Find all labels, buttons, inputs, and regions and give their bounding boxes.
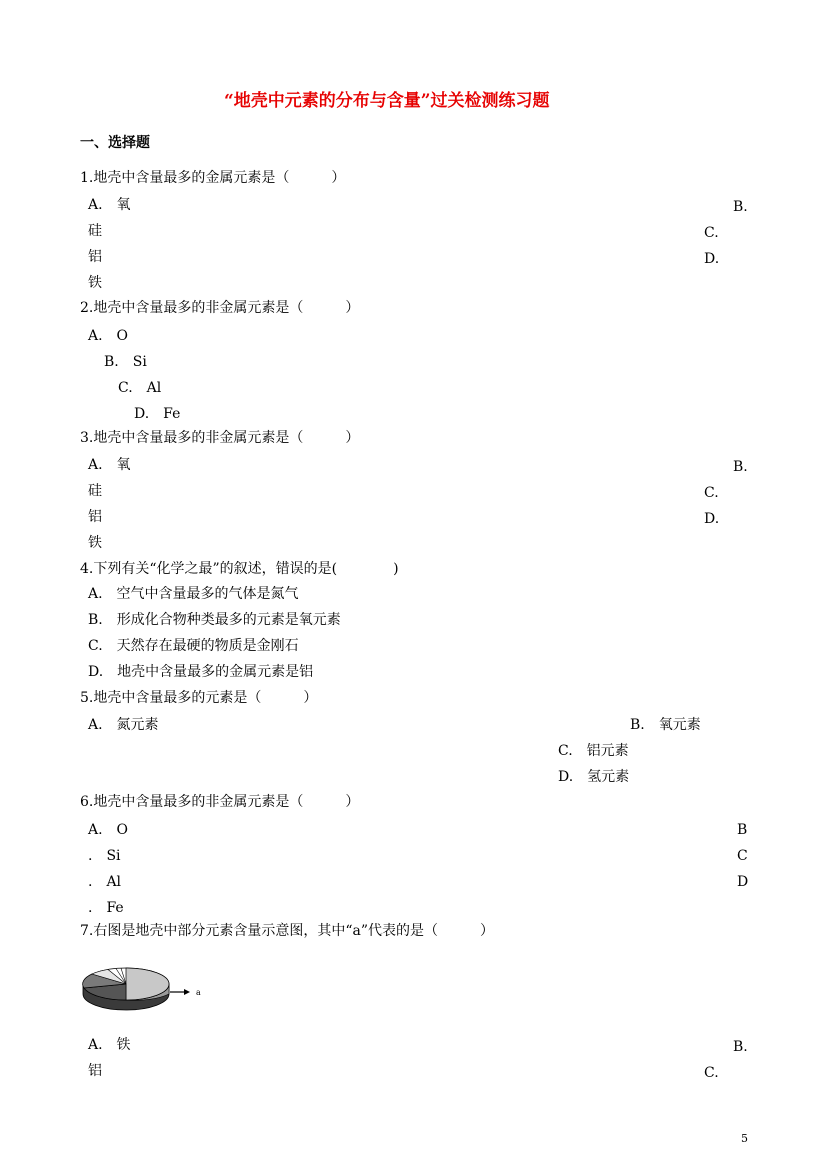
figure-arrow-head: [184, 989, 190, 995]
page-title: “地壳中元素的分布与含量”过关检测练习题: [224, 91, 550, 111]
question-1-option-a: A. 氧: [88, 197, 131, 213]
question-5-option-c: C. 铝元素: [558, 743, 629, 759]
question-6-option-a: A. O: [88, 822, 129, 838]
figure-label-a: a: [196, 988, 201, 997]
question-3-option-a: A. 氧: [88, 457, 131, 473]
question-3-option-b-text: 硅: [88, 483, 102, 499]
page-number: 5: [741, 1132, 748, 1145]
question-5-option-a: A. 氮元素: [88, 717, 159, 733]
question-7-option-b-text: 铝: [88, 1063, 102, 1079]
question-1-option-d-label: D.: [704, 251, 720, 267]
section-heading: 一、选择题: [80, 135, 150, 151]
question-3-option-d-label: D.: [704, 511, 720, 527]
question-7-stem: 7.右图是地壳中部分元素含量示意图，其中“a”代表的是（ ）: [80, 923, 495, 939]
question-1-option-b-label: B.: [733, 199, 748, 215]
question-2-option-b: B. Si: [104, 354, 147, 370]
question-1-option-c-label: C.: [704, 225, 719, 241]
question-3-option-d-text: 铁: [88, 535, 102, 551]
question-1-option-b-text: 硅: [88, 223, 102, 239]
question-6-option-c-label: C: [737, 848, 748, 864]
question-4-option-b: B. 形成化合物种类最多的元素是氧元素: [88, 612, 341, 628]
question-2-stem: 2.地壳中含量最多的非金属元素是（ ）: [80, 300, 360, 316]
question-7-option-a: A. 铁: [88, 1037, 131, 1053]
question-5-option-d: D. 氢元素: [558, 769, 630, 785]
question-4-option-d: D. 地壳中含量最多的金属元素是铝: [88, 664, 314, 680]
question-3-option-c-label: C.: [704, 485, 719, 501]
question-4-stem: 4.下列有关“化学之最”的叙述，错误的是( ): [80, 561, 399, 577]
question-7-option-b-label: B.: [733, 1039, 748, 1055]
question-1-stem: 1.地壳中含量最多的金属元素是（ ）: [80, 170, 346, 186]
question-1-option-c-text: 铝: [88, 249, 102, 265]
question-4-option-a: A. 空气中含量最多的气体是氮气: [88, 586, 299, 602]
question-4-option-c: C. 天然存在最硬的物质是金刚石: [88, 638, 299, 654]
question-2-option-d: D. Fe: [134, 406, 181, 422]
question-6-stem: 6.地壳中含量最多的非金属元素是（ ）: [80, 794, 360, 810]
question-3-option-c-text: 铝: [88, 509, 102, 525]
question-2-option-a: A. O: [88, 328, 129, 344]
question-3-option-b-label: B.: [733, 459, 748, 475]
question-5-stem: 5.地壳中含量最多的元素是（ ）: [80, 690, 318, 706]
question-6-option-b-text: . Si: [88, 848, 121, 864]
question-6-option-d-label: D: [737, 874, 749, 890]
question-1-option-d-text: 铁: [88, 275, 102, 291]
crust-element-pie-figure: [80, 960, 210, 1020]
question-5-option-b: B. 氧元素: [630, 717, 701, 733]
question-7-option-c-label: C.: [704, 1065, 719, 1081]
question-2-option-c: C. Al: [118, 380, 162, 396]
question-3-stem: 3.地壳中含量最多的非金属元素是（ ）: [80, 430, 360, 446]
question-6-option-c-text: . Al: [88, 874, 122, 890]
question-6-option-b-label: B: [737, 822, 748, 838]
question-6-option-d-text: . Fe: [88, 900, 124, 916]
